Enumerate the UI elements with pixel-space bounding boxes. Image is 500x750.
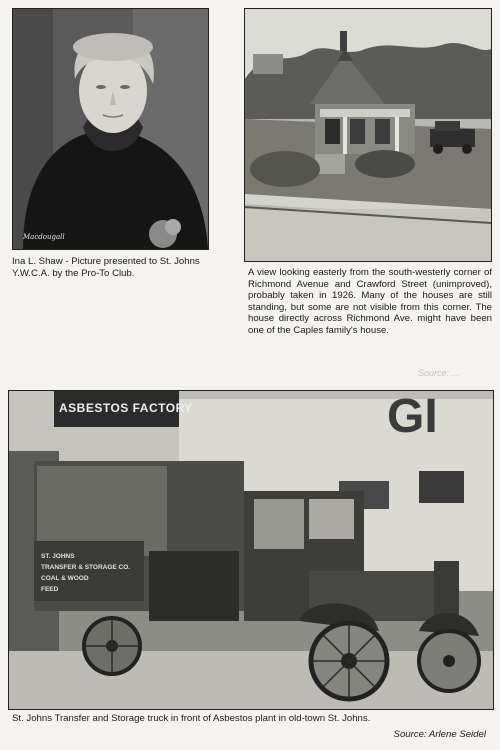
bleed-through-text: Source: ... — [418, 368, 460, 378]
truck-lettering-line: COAL & WOOD — [41, 575, 89, 582]
truck-photo — [8, 390, 494, 710]
photographer-signature: Macdougall — [23, 233, 65, 241]
truck-lettering-line: TRANSFER & STORAGE CO. — [41, 564, 131, 571]
portrait-photo — [12, 8, 209, 250]
street-view-caption: A view looking easterly from the south-westerly corner of Richmond Avenue and Crawford Street (unimproved), probably taken in 1926. Many of the houses are still standing, but some are not visible from this corner. The house directly across Richmond Ave. might have been one of the Caples family's house. — [248, 267, 492, 336]
portrait-caption: Ina L. Shaw - Picture presented to St. Johns Y.W.C.A. by the Pro-To Club. — [12, 256, 200, 279]
portrait-image — [13, 9, 208, 249]
street-view-image — [245, 9, 491, 261]
source-credit: Source: Arlene Seidel — [393, 729, 486, 740]
truck-lettering-line: FEED — [41, 586, 59, 593]
truck-side-lettering — [41, 551, 146, 595]
wall-letters: GI — [387, 390, 438, 443]
truck-lettering-line: ST. JOHNS — [41, 553, 75, 560]
street-view-photo — [244, 8, 492, 262]
truck-caption: St. Johns Transfer and Storage truck in front of Asbestos plant in old-town St. Johns. — [12, 713, 371, 724]
asbestos-factory-sign: ASBESTOS FACTORY — [59, 401, 193, 415]
